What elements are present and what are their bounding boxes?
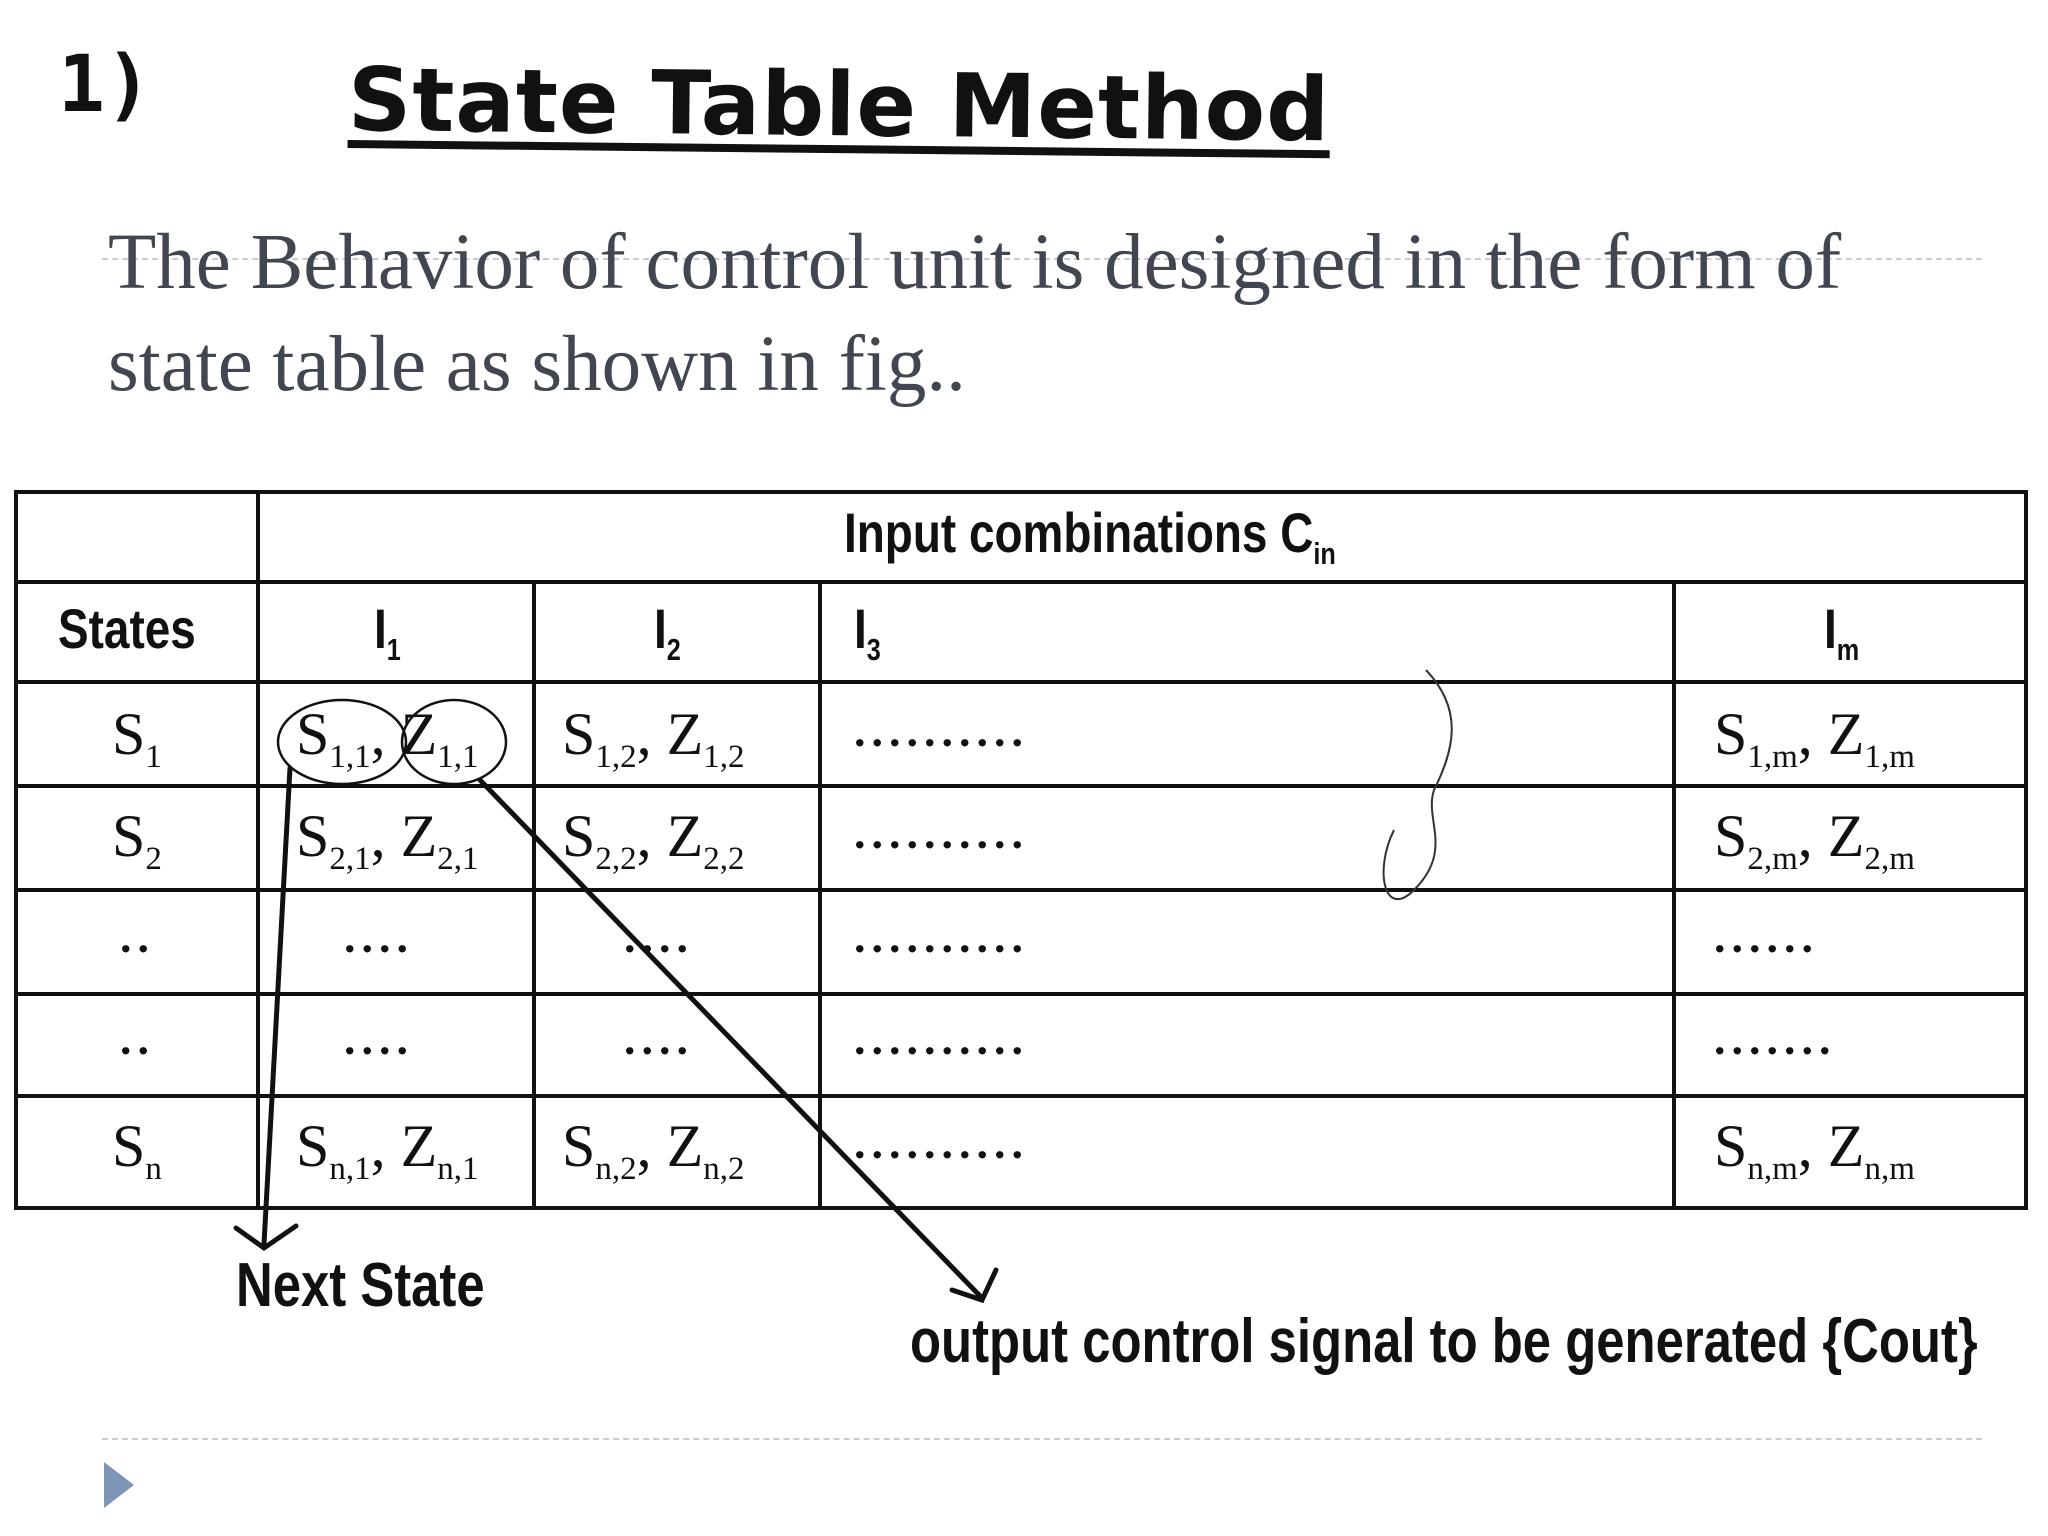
t: 2,m	[1864, 841, 1915, 877]
t: 2,2	[595, 841, 637, 877]
next-state-label: Next State	[236, 1251, 485, 1320]
t: S	[562, 701, 596, 767]
t: S	[1714, 803, 1748, 869]
state-s1-sub: 1	[145, 739, 162, 775]
col-m-base: I	[1824, 597, 1837, 660]
state-s2	[112, 802, 162, 878]
cell-s2-i1	[296, 802, 479, 878]
cell-sn-i3: ..........	[854, 1117, 1029, 1168]
cell-dots-2-i3: ..........	[854, 1013, 1029, 1064]
t: , Z	[370, 701, 438, 767]
t: , Z	[636, 1113, 704, 1179]
states-header: States	[58, 597, 196, 660]
t: , Z	[1797, 1113, 1865, 1179]
t: 1,2	[703, 739, 745, 775]
t: , Z	[1797, 701, 1865, 767]
cell-s1-i1	[296, 700, 479, 776]
cell-dots-1-i2: ....	[624, 911, 694, 962]
output-arrowhead	[952, 1270, 996, 1300]
t: S	[1714, 1113, 1748, 1179]
slide-title: State Table Method	[347, 48, 1331, 162]
state-sn	[112, 1112, 162, 1188]
slide-number: 1)	[58, 40, 152, 130]
t: S	[296, 701, 330, 767]
output-signal-label: output control signal to be generated {Cout}	[910, 1307, 1978, 1376]
t: , Z	[370, 1113, 438, 1179]
cell-s2-im	[1714, 802, 1915, 878]
t: n,2	[703, 1151, 745, 1187]
t: 2,m	[1747, 841, 1798, 877]
t: S	[562, 803, 596, 869]
state-s1	[112, 700, 162, 776]
t: n,m	[1747, 1151, 1798, 1187]
col-3-base: I	[854, 597, 867, 660]
t: 2,1	[437, 841, 479, 877]
column-header-i3	[854, 596, 881, 668]
column-header-i1	[374, 596, 401, 668]
t: 1,1	[437, 739, 479, 775]
cell-dots-2-i2: ....	[624, 1013, 694, 1064]
col-2-sub: 2	[666, 632, 681, 668]
t: , Z	[370, 803, 438, 869]
t: 1,1	[329, 739, 371, 775]
t: 1,m	[1864, 739, 1915, 775]
t: n,m	[1864, 1151, 1915, 1187]
cell-s2-i2	[562, 802, 745, 878]
cell-sn-im	[1714, 1112, 1915, 1188]
t: 2,1	[329, 841, 371, 877]
state-table	[14, 490, 2030, 1212]
col-m-sub: m	[1836, 632, 1860, 668]
slide-bullet-icon	[104, 1462, 134, 1508]
t: 1,2	[595, 739, 637, 775]
t: , Z	[636, 803, 704, 869]
cell-dots-1-im: ......	[1714, 911, 1819, 962]
col-3-sub: 3	[866, 632, 881, 668]
t: n,1	[437, 1151, 479, 1187]
bottom-guide-line	[102, 1438, 1982, 1440]
state-s2-sub: 2	[145, 841, 162, 877]
t: , Z	[1797, 803, 1865, 869]
body-line-2: state table as shown in fig..	[108, 321, 966, 408]
cell-s1-i2	[562, 700, 745, 776]
t: S	[1714, 701, 1748, 767]
cell-dots-1-i1: ....	[344, 911, 414, 962]
cell-s2-i3: ..........	[854, 807, 1029, 858]
header-span-text: Input combinations C	[844, 501, 1314, 564]
state-sn-base: S	[112, 1113, 146, 1179]
t: 2,2	[703, 841, 745, 877]
t: S	[296, 803, 330, 869]
t: 1,m	[1747, 739, 1798, 775]
t: , Z	[636, 701, 704, 767]
header-span-sub: in	[1313, 536, 1336, 572]
t: n,2	[595, 1151, 637, 1187]
cell-sn-i2	[562, 1112, 745, 1188]
body-line-1: The Behavior of control unit is designed in the form of	[108, 219, 1842, 306]
next-state-arrowhead	[236, 1226, 296, 1248]
col-1-sub: 1	[386, 632, 401, 668]
state-sn-sub: n	[145, 1151, 162, 1187]
t: S	[296, 1113, 330, 1179]
cell-dots-2-im: .......	[1714, 1013, 1837, 1064]
cell-dots-1-i3: ..........	[854, 911, 1029, 962]
cell-sn-i1	[296, 1112, 479, 1188]
cell-s1-i3: ..........	[854, 705, 1029, 756]
input-combinations-header	[844, 500, 1336, 572]
t: S	[562, 1113, 596, 1179]
body-text	[108, 212, 1988, 416]
state-dots-2: ..	[120, 1013, 155, 1064]
state-s2-base: S	[112, 803, 146, 869]
cell-s1-im	[1714, 700, 1915, 776]
t: n,1	[329, 1151, 371, 1187]
state-dots-1: ..	[120, 911, 155, 962]
cell-dots-2-i1: ....	[344, 1013, 414, 1064]
col-1-base: I	[374, 597, 387, 660]
column-header-im	[1824, 596, 1859, 668]
col-2-base: I	[654, 597, 667, 660]
column-header-i2	[654, 596, 681, 668]
state-s1-base: S	[112, 701, 146, 767]
